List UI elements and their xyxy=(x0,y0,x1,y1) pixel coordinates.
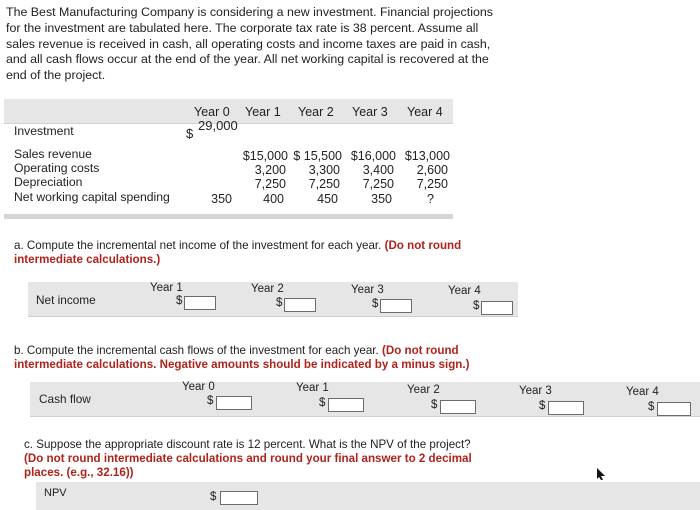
investment-year0-value: 29,000 xyxy=(198,118,238,133)
cash-flow-year4-dollar: $ xyxy=(648,401,655,413)
operating-costs-label: Operating costs xyxy=(14,161,100,175)
part-b-band-divider xyxy=(30,416,700,417)
sales-revenue-label: Sales revenue xyxy=(14,147,92,161)
nwc-year0: 350 xyxy=(211,192,232,206)
part-c-question: c. Suppose the appropriate discount rate is 12 percent. What is the NPV of the project? (Do not round intermediate calculations and round your final answer to 2 decimal places. (e.g., 32.16)) xyxy=(24,438,472,479)
part-a-col-year2: Year 2 xyxy=(251,283,284,295)
part-a-band-divider xyxy=(28,316,518,317)
part-b-answer-band xyxy=(30,382,700,416)
table-header-year1: Year 1 xyxy=(245,105,281,119)
sales-year4: $13,000 xyxy=(404,149,450,163)
net-income-year1-dollar: $ xyxy=(176,295,183,307)
part-b-col-year0: Year 0 xyxy=(182,381,215,393)
part-a-col-year1: Year 1 xyxy=(150,282,183,294)
net-income-year1-input[interactable] xyxy=(184,296,216,310)
cash-flow-year0-input[interactable] xyxy=(216,396,252,410)
net-income-year2-input[interactable] xyxy=(284,298,316,312)
nwc-spending-label: Net working capital spending xyxy=(14,190,170,204)
cash-flow-year3-input[interactable] xyxy=(548,401,584,415)
part-b-question: b. Compute the incremental cash flows of the investment for each year. (Do not round intermediate calculations. Negative amounts should be indicated by a minus sign.) xyxy=(14,344,470,371)
net-income-label: Net income xyxy=(36,293,96,307)
nwc-year2: 450 xyxy=(317,192,338,206)
depr-year2: 7,250 xyxy=(308,177,340,191)
table-header-year4: Year 4 xyxy=(407,105,443,119)
investment-label: Investment xyxy=(14,124,74,138)
part-b-col-year3: Year 3 xyxy=(519,385,552,397)
depreciation-label: Depreciation xyxy=(14,175,83,189)
net-income-year3-dollar: $ xyxy=(372,298,379,310)
cash-flow-year2-input[interactable] xyxy=(440,400,476,414)
cash-flow-year2-dollar: $ xyxy=(431,399,438,411)
sales-year1: $15,000 xyxy=(242,149,288,163)
nwc-year1: 400 xyxy=(263,192,284,206)
sales-year2: $ 15,500 xyxy=(293,149,342,163)
opcost-year3: 3,400 xyxy=(362,163,394,177)
part-a-question: a. Compute the incremental net income of the investment for each year. (Do not round intermediate calculations.) xyxy=(14,239,462,266)
part-b-col-year1: Year 1 xyxy=(296,382,329,394)
npv-dollar: $ xyxy=(210,491,217,503)
opcost-year1: 3,200 xyxy=(254,163,286,177)
sales-year3: $16,000 xyxy=(350,149,396,163)
depr-year1: 7,250 xyxy=(254,177,286,191)
net-income-year2-dollar: $ xyxy=(276,297,283,309)
net-income-year3-input[interactable] xyxy=(380,299,412,313)
part-c-answer-band xyxy=(36,482,700,510)
cash-flow-label: Cash flow xyxy=(39,392,91,406)
nwc-year4: ? xyxy=(427,192,434,206)
table-header-year0: Year 0 xyxy=(194,105,230,119)
part-b-col-year2: Year 2 xyxy=(407,384,440,396)
depr-year3: 7,250 xyxy=(362,177,394,191)
npv-input[interactable] xyxy=(220,491,258,505)
table-header-year2: Year 2 xyxy=(298,105,334,119)
investment-dollar-sign: $ xyxy=(186,126,194,141)
problem-statement: The Best Manufacturing Company is considering a new investment. Financial projections for the investment are tabulated here. The corporate tax rate is 38 percent. Assume all sales revenue is received in cash, all operating costs and income taxes are paid in cash, and all cash flows occur at the end of the year. All net working capital is recovered at the end of the project. xyxy=(6,5,493,83)
npv-label: NPV xyxy=(44,487,67,499)
cash-flow-year0-dollar: $ xyxy=(207,395,214,407)
mouse-pointer-icon xyxy=(597,468,605,483)
part-a-col-year4: Year 4 xyxy=(448,285,481,297)
net-income-year4-input[interactable] xyxy=(481,301,513,315)
opcost-year2: 3,300 xyxy=(308,163,340,177)
part-b-col-year4: Year 4 xyxy=(626,386,659,398)
opcost-year4: 2,600 xyxy=(416,163,448,177)
cash-flow-year4-input[interactable] xyxy=(657,402,691,416)
cash-flow-year1-input[interactable] xyxy=(328,398,364,412)
nwc-year3: 350 xyxy=(371,192,392,206)
cash-flow-year1-dollar: $ xyxy=(319,397,326,409)
cash-flow-year3-dollar: $ xyxy=(539,400,546,412)
table-bottom-bar xyxy=(4,214,453,219)
depr-year4: 7,250 xyxy=(416,177,448,191)
net-income-year4-dollar: $ xyxy=(473,300,480,312)
table-header-year3: Year 3 xyxy=(352,105,388,119)
part-a-col-year3: Year 3 xyxy=(351,284,384,296)
